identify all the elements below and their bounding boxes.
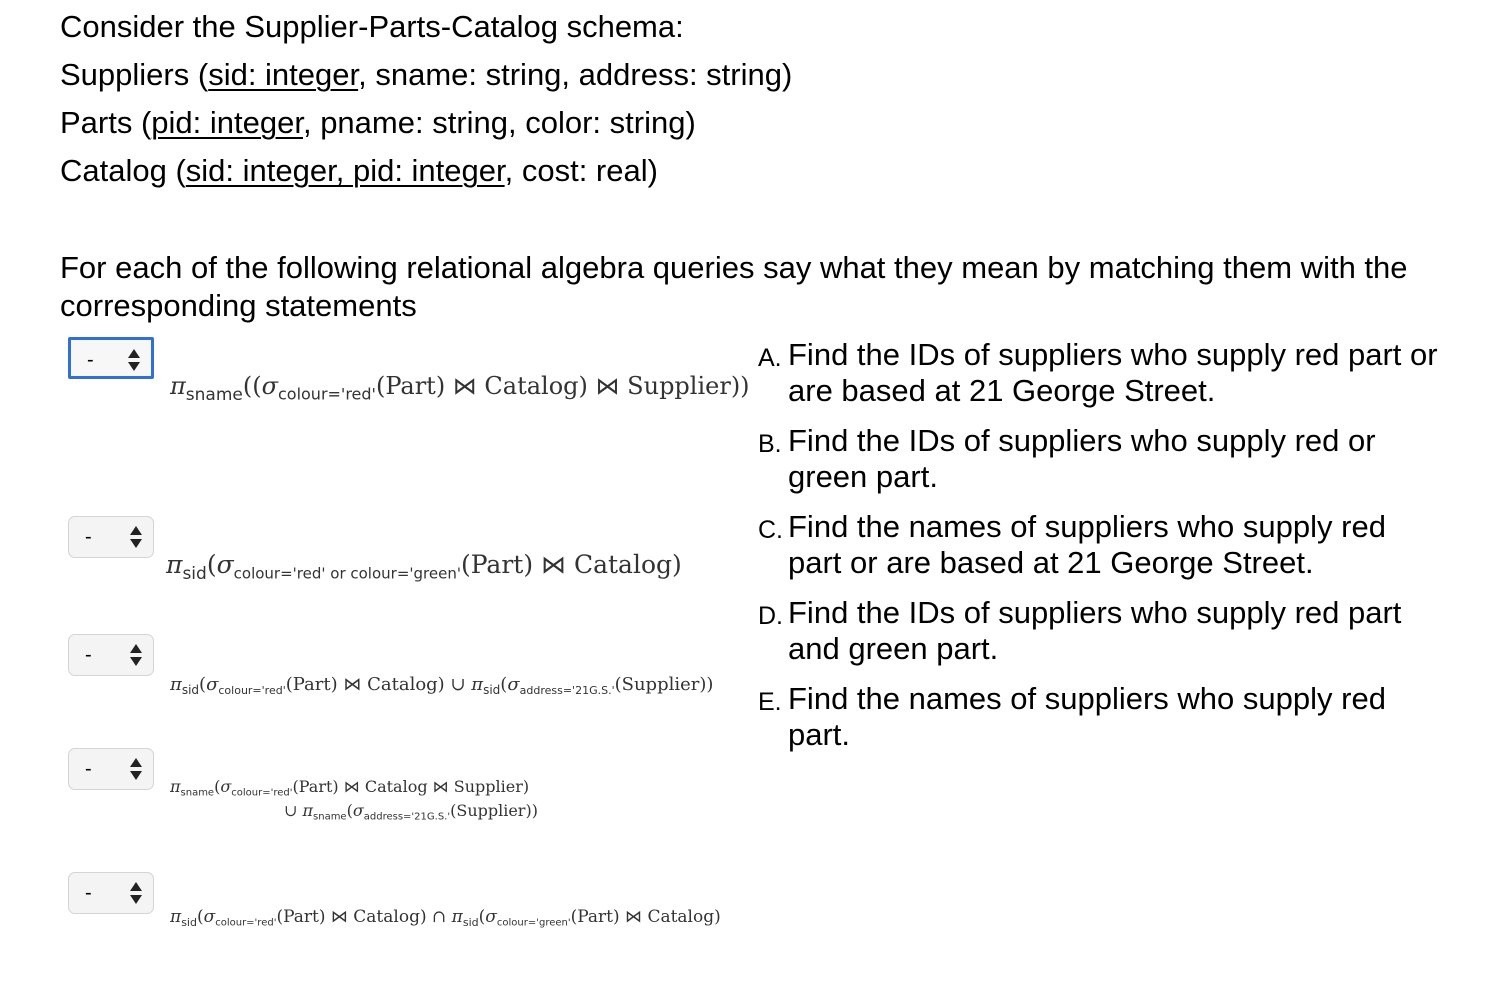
projection-symbol: π bbox=[170, 777, 181, 796]
select-value: - bbox=[85, 758, 92, 780]
projection-symbol: π bbox=[302, 801, 314, 820]
attributes: , pname: string, color: string) bbox=[302, 105, 696, 140]
paren: (( bbox=[242, 372, 262, 400]
paren: ( bbox=[346, 801, 353, 820]
query-rest: (Part) ⋈ Catalog ⋈ Supplier) bbox=[292, 777, 530, 796]
query-mid: (Part) ⋈ Catalog) ∪ bbox=[285, 674, 472, 695]
primary-key: sid: integer, pid: integer bbox=[185, 153, 505, 188]
paren: ( bbox=[214, 777, 221, 796]
answer-letter: C. bbox=[758, 516, 783, 544]
union-symbol: ∪ bbox=[284, 801, 303, 820]
projection-symbol: π bbox=[170, 907, 182, 927]
selection-symbol: σ bbox=[220, 777, 232, 796]
table-name: Catalog ( bbox=[60, 153, 186, 188]
query-1 bbox=[170, 372, 750, 405]
selection-symbol: σ bbox=[216, 550, 234, 579]
paren: ( bbox=[196, 907, 204, 927]
match-select-4[interactable] bbox=[68, 748, 154, 790]
answer-letter: A. bbox=[758, 344, 782, 372]
query-rest: (Supplier)) bbox=[450, 801, 538, 820]
selection-symbol: σ bbox=[352, 801, 364, 820]
selection-symbol: σ bbox=[261, 372, 278, 400]
query-3 bbox=[170, 674, 713, 697]
schema-suppliers bbox=[60, 57, 792, 93]
select-value: - bbox=[85, 526, 92, 548]
projection-attr: sid bbox=[181, 915, 197, 929]
query-2 bbox=[166, 550, 682, 584]
selection-symbol: σ bbox=[206, 674, 219, 695]
projection-attr: sname bbox=[180, 787, 215, 799]
up-down-arrows-icon bbox=[129, 523, 143, 551]
answer-text: Find the IDs of suppliers who supply red or green part. bbox=[788, 423, 1376, 494]
answer-letter: D. bbox=[758, 602, 783, 630]
select-value: - bbox=[87, 349, 94, 371]
query-4-line-1 bbox=[170, 777, 529, 799]
match-select-1[interactable] bbox=[68, 337, 154, 379]
query-4-line-2 bbox=[284, 801, 538, 823]
projection-attr: sid bbox=[182, 563, 207, 584]
query-rest: (Part) ⋈ Catalog) ⋈ Supplier)) bbox=[375, 372, 750, 400]
match-select-3[interactable] bbox=[68, 634, 154, 676]
answer-text: Find the names of suppliers who supply red part. bbox=[788, 681, 1386, 752]
selection-symbol: σ bbox=[507, 674, 520, 695]
paren: ( bbox=[478, 907, 486, 927]
select-value: - bbox=[85, 882, 92, 904]
paren: ( bbox=[500, 674, 508, 695]
projection-symbol: π bbox=[166, 550, 183, 579]
projection-attr: sname bbox=[313, 811, 347, 823]
answer-letter: E. bbox=[758, 688, 782, 716]
projection-symbol: π bbox=[170, 674, 182, 695]
projection-symbol: π bbox=[471, 674, 484, 695]
selection-symbol: σ bbox=[203, 907, 216, 927]
projection-attr: sid bbox=[483, 683, 501, 698]
match-select-5[interactable] bbox=[68, 872, 154, 914]
select-value: - bbox=[85, 644, 92, 666]
selection-condition: address='21G.S.' bbox=[519, 683, 615, 697]
answer-text: Find the IDs of suppliers who supply red part or are based at 21 George Street. bbox=[788, 337, 1438, 408]
schema-parts bbox=[60, 105, 696, 141]
primary-key: pid: integer bbox=[151, 105, 303, 140]
match-select-2[interactable] bbox=[68, 516, 154, 558]
projection-attr: sid bbox=[462, 915, 479, 929]
selection-symbol: σ bbox=[485, 907, 497, 927]
paren: ( bbox=[199, 674, 207, 695]
selection-condition: colour='red' bbox=[231, 787, 293, 799]
schema-catalog bbox=[60, 153, 658, 189]
attributes: , cost: real) bbox=[504, 153, 658, 188]
selection-condition: colour='red' bbox=[218, 683, 286, 697]
query-rest: (Part) ⋈ Catalog) bbox=[460, 550, 682, 579]
schema-intro: Consider the Supplier-Parts-Catalog schema: bbox=[60, 9, 684, 44]
table-name: Suppliers ( bbox=[60, 57, 209, 92]
selection-condition: colour='red' bbox=[277, 384, 376, 404]
query-rest: (Part) ⋈ Catalog) bbox=[570, 907, 721, 927]
projection-symbol: π bbox=[170, 372, 186, 400]
selection-condition: colour='red' bbox=[215, 917, 277, 929]
up-down-arrows-icon bbox=[129, 879, 143, 907]
selection-condition: colour='green' bbox=[496, 917, 571, 929]
table-name: Parts ( bbox=[60, 105, 152, 140]
up-down-arrows-icon bbox=[129, 641, 143, 669]
up-down-arrows-icon bbox=[127, 346, 141, 374]
instructions: For each of the following relational algebra queries say what they mean by matching them with the corresponding statements bbox=[60, 250, 1408, 323]
projection-attr: sname bbox=[185, 384, 243, 405]
up-down-arrows-icon bbox=[129, 755, 143, 783]
projection-attr: sid bbox=[181, 683, 200, 698]
query-5 bbox=[170, 907, 721, 929]
selection-condition: address='21G.S.' bbox=[363, 811, 451, 823]
answer-text: Find the IDs of suppliers who supply red part and green part. bbox=[788, 595, 1402, 666]
query-rest: (Supplier)) bbox=[614, 674, 714, 695]
paren: ( bbox=[206, 550, 217, 579]
primary-key: sid: integer bbox=[208, 57, 359, 92]
answer-letter: B. bbox=[758, 430, 782, 458]
query-mid: (Part) ⋈ Catalog) ∩ bbox=[276, 907, 452, 927]
answer-text: Find the names of suppliers who supply red part or are based at 21 George Street. bbox=[788, 509, 1386, 580]
selection-condition: colour='red' or colour='green' bbox=[233, 564, 461, 583]
attributes: , sname: string, address: string) bbox=[358, 57, 793, 92]
projection-symbol: π bbox=[451, 907, 463, 927]
